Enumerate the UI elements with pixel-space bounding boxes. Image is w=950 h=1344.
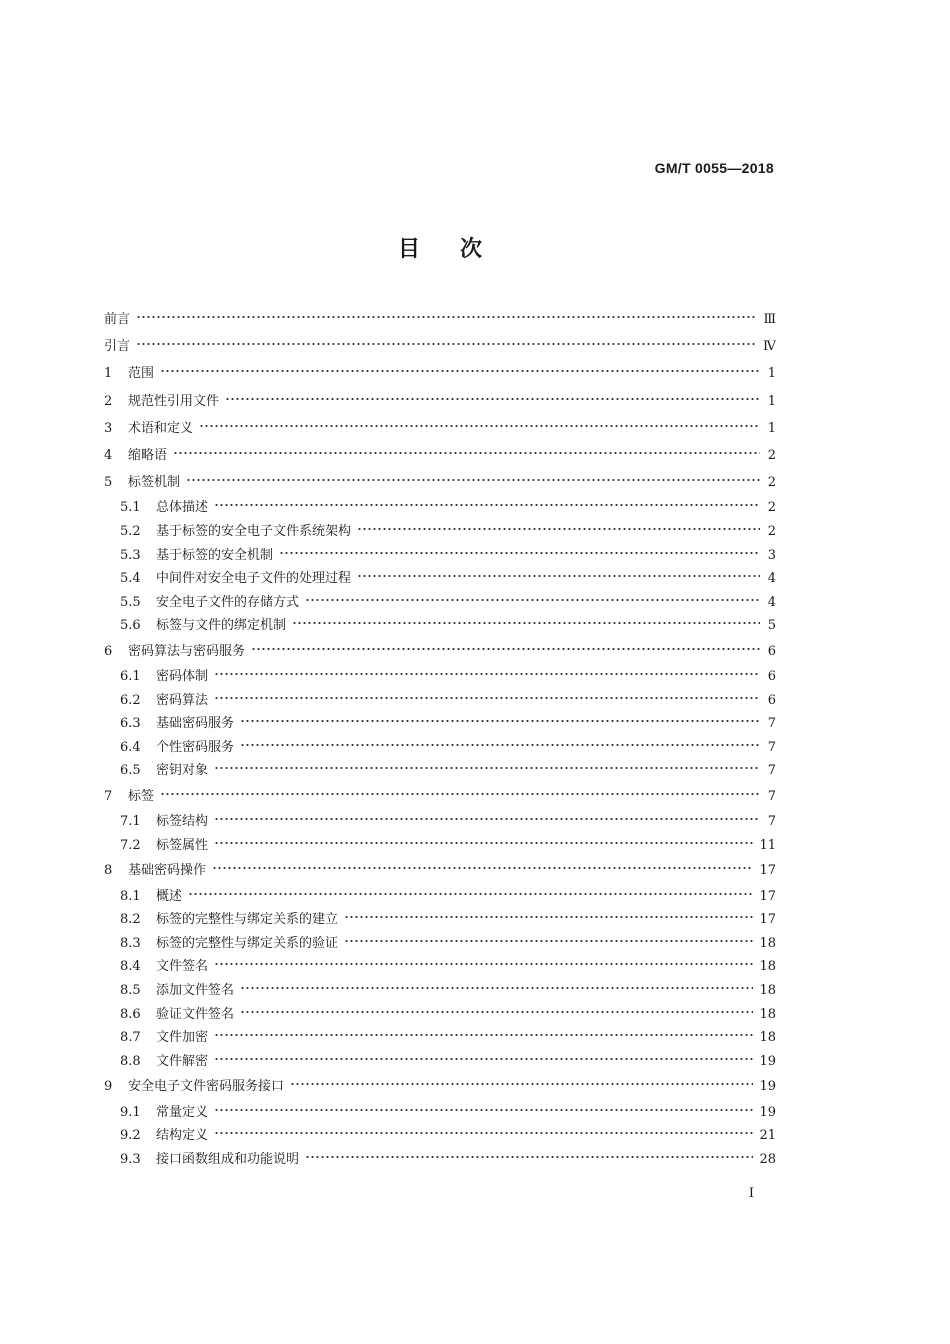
toc-leader-dots <box>225 396 760 402</box>
toc-entry-page: 4 <box>767 594 776 610</box>
toc-entry-label: 验证文件签名 <box>156 1006 235 1022</box>
toc-entry-label: 基础密码操作 <box>128 863 207 879</box>
toc-entry[interactable] <box>104 1003 776 1027</box>
toc-leader-dots <box>279 550 760 556</box>
toc-leader-dots <box>240 718 760 724</box>
toc-leader-dots <box>214 502 760 508</box>
toc-entry-number: 3 <box>104 420 113 436</box>
toc-entry[interactable] <box>104 810 776 834</box>
toc-entry-number: 8.2 <box>120 912 141 928</box>
toc-entry-label: 文件加密 <box>156 1030 209 1046</box>
toc-leader-dots <box>357 526 760 532</box>
toc-entry-page: 18 <box>759 982 776 998</box>
toc-entry-number: 8.3 <box>120 935 141 951</box>
toc-entry-label: 标签机制 <box>128 475 181 491</box>
toc-entry-label: 标签与文件的绑定机制 <box>156 618 287 634</box>
toc-entry-number: 6 <box>104 643 113 659</box>
toc-entry[interactable] <box>104 306 776 333</box>
toc-entry-label: 标签的完整性与绑定关系的验证 <box>156 935 339 951</box>
toc-leader-dots <box>188 891 753 897</box>
toc-entry-number: 4 <box>104 447 113 463</box>
toc-entry[interactable] <box>104 955 776 979</box>
toc-entry-page: 18 <box>759 1006 776 1022</box>
toc-entry-number: 7 <box>104 789 113 805</box>
standard-id: GM/T 0055—2018 <box>654 160 774 176</box>
toc-entry-page: 19 <box>759 1079 776 1095</box>
toc-entry[interactable] <box>104 783 776 810</box>
toc-leader-dots <box>160 368 760 374</box>
toc-entry[interactable] <box>104 496 776 520</box>
toc-leader-dots <box>214 695 760 701</box>
toc-entry-label: 文件解密 <box>156 1053 209 1069</box>
toc-entry-number: 1 <box>104 366 113 382</box>
table-of-contents <box>104 306 776 1171</box>
toc-entry[interactable] <box>104 333 776 360</box>
toc-entry-label: 引言 <box>104 339 131 355</box>
toc-entry-page: 1 <box>767 420 776 436</box>
toc-entry-page: 28 <box>759 1151 776 1167</box>
toc-entry[interactable] <box>104 1124 776 1148</box>
toc-entry-page: 18 <box>759 935 776 951</box>
toc-entry-number: 9.2 <box>120 1128 141 1144</box>
toc-entry-label: 基础密码服务 <box>156 716 235 732</box>
toc-entry-page: 18 <box>759 1030 776 1046</box>
toc-leader-dots <box>214 961 753 967</box>
toc-entry-page: 17 <box>759 863 776 879</box>
toc-entry-number: 5.3 <box>120 547 141 563</box>
toc-entry-page: 7 <box>767 789 776 805</box>
toc-entry-label: 标签属性 <box>156 837 209 853</box>
toc-entry[interactable] <box>104 665 776 689</box>
toc-entry-page: 11 <box>759 837 776 853</box>
toc-entry[interactable] <box>104 415 776 442</box>
toc-entry-label: 安全电子文件的存储方式 <box>156 594 300 610</box>
toc-leader-dots <box>357 573 760 579</box>
toc-entry-number: 9.1 <box>120 1104 141 1120</box>
toc-entry-page: 19 <box>759 1053 776 1069</box>
toc-entry-page: 1 <box>767 393 776 409</box>
toc-entry-label: 安全电子文件密码服务接口 <box>128 1079 285 1095</box>
toc-leader-dots <box>251 646 760 652</box>
toc-leader-dots <box>160 791 760 797</box>
toc-entry-page: 21 <box>759 1128 776 1144</box>
toc-entry[interactable] <box>104 1026 776 1050</box>
toc-leader-dots <box>240 1009 753 1015</box>
toc-entry-number: 5.6 <box>120 618 141 634</box>
toc-entry-label: 个性密码服务 <box>156 739 235 755</box>
toc-entry-number: 8.6 <box>120 1006 141 1022</box>
toc-entry-page: 7 <box>767 763 776 779</box>
toc-entry-page: 17 <box>759 912 776 928</box>
toc-entry[interactable] <box>104 932 776 956</box>
toc-entry-page: 17 <box>759 888 776 904</box>
toc-entry-label: 概述 <box>156 888 183 904</box>
toc-entry-label: 密码算法 <box>156 692 209 708</box>
toc-entry-page: 19 <box>759 1104 776 1120</box>
toc-leader-dots <box>214 1056 753 1062</box>
toc-entry[interactable] <box>104 469 776 496</box>
toc-entry-page: 3 <box>767 547 776 563</box>
toc-leader-dots <box>305 597 760 603</box>
toc-leader-dots <box>186 477 760 483</box>
toc-entry-label: 标签的完整性与绑定关系的建立 <box>156 912 339 928</box>
toc-entry[interactable] <box>104 712 776 736</box>
toc-entry-page: 7 <box>767 739 776 755</box>
toc-entry[interactable] <box>104 567 776 591</box>
toc-entry[interactable] <box>104 388 776 415</box>
toc-leader-dots <box>214 816 760 822</box>
toc-entry-label: 标签 <box>128 789 155 805</box>
toc-entry[interactable] <box>104 736 776 760</box>
toc-entry[interactable] <box>104 1050 776 1074</box>
toc-leader-dots <box>214 1130 753 1136</box>
toc-entry-page: Ⅲ <box>763 312 776 327</box>
toc-entry-page: 2 <box>767 475 776 491</box>
toc-entry[interactable] <box>104 979 776 1003</box>
toc-leader-dots <box>214 840 753 846</box>
toc-leader-dots <box>292 620 760 626</box>
toc-entry-page: 2 <box>767 523 776 539</box>
toc-entry-label: 结构定义 <box>156 1128 209 1144</box>
toc-entry[interactable] <box>104 689 776 713</box>
toc-entry-label: 添加文件签名 <box>156 982 235 998</box>
toc-leader-dots <box>240 742 760 748</box>
toc-entry-label: 密码算法与密码服务 <box>128 643 246 659</box>
toc-entry-number: 6.2 <box>120 692 141 708</box>
toc-leader-dots <box>173 450 760 456</box>
toc-entry[interactable] <box>104 544 776 568</box>
toc-leader-dots <box>214 1107 753 1113</box>
toc-leader-dots <box>290 1081 753 1087</box>
toc-entry[interactable] <box>104 614 776 638</box>
toc-entry-number: 8.4 <box>120 959 141 975</box>
toc-entry-page: 6 <box>767 692 776 708</box>
toc-entry[interactable] <box>104 1148 776 1172</box>
toc-entry-label: 密钥对象 <box>156 763 209 779</box>
toc-entry-number: 8 <box>104 863 113 879</box>
toc-entry-label: 规范性引用文件 <box>128 393 220 409</box>
toc-leader-dots <box>136 341 757 347</box>
title-char-2: 次 <box>460 237 483 262</box>
toc-entry[interactable] <box>104 591 776 615</box>
toc-leader-dots <box>214 765 760 771</box>
toc-entry-label: 文件签名 <box>156 959 209 975</box>
toc-entry-number: 5 <box>104 475 113 491</box>
toc-entry[interactable] <box>104 1073 776 1100</box>
toc-entry-label: 基于标签的安全机制 <box>156 547 274 563</box>
toc-leader-dots <box>214 671 760 677</box>
toc-entry-number: 5.1 <box>120 500 141 516</box>
toc-entry-page: 7 <box>767 814 776 830</box>
toc-entry-number: 9.3 <box>120 1151 141 1167</box>
toc-entry-page: 18 <box>759 959 776 975</box>
toc-entry-label: 常量定义 <box>156 1104 209 1120</box>
toc-entry-page: 5 <box>767 618 776 634</box>
toc-entry-page: 6 <box>767 669 776 685</box>
toc-leader-dots <box>305 1154 753 1160</box>
title-char-1: 目 <box>397 237 420 262</box>
toc-leader-dots <box>214 1032 753 1038</box>
toc-entry-page: 4 <box>767 571 776 587</box>
toc-entry-number: 6.4 <box>120 739 141 755</box>
toc-entry[interactable] <box>104 908 776 932</box>
toc-entry[interactable] <box>104 360 776 387</box>
page-number: I <box>748 1186 754 1201</box>
toc-leader-dots <box>199 423 760 429</box>
toc-entry-number: 8.5 <box>120 982 141 998</box>
toc-entry-number: 6.3 <box>120 716 141 732</box>
toc-entry-number: 7.2 <box>120 837 141 853</box>
toc-leader-dots <box>240 985 753 991</box>
toc-entry[interactable] <box>104 857 776 884</box>
toc-entry[interactable] <box>104 1101 776 1125</box>
toc-entry-number: 6.1 <box>120 669 141 685</box>
toc-entry-number: 8.7 <box>120 1030 141 1046</box>
toc-entry-label: 前言 <box>104 312 131 327</box>
toc-entry-number: 7.1 <box>120 814 141 830</box>
toc-entry-number: 6.5 <box>120 763 141 779</box>
toc-entry-label: 接口函数组成和功能说明 <box>156 1151 300 1167</box>
toc-entry[interactable] <box>104 759 776 783</box>
toc-entry-page: Ⅳ <box>763 339 776 355</box>
toc-entry-number: 5.2 <box>120 523 141 539</box>
page-title <box>0 232 880 263</box>
toc-entry-label: 范围 <box>128 366 155 382</box>
toc-leader-dots <box>344 914 753 920</box>
toc-entry-page: 6 <box>767 643 776 659</box>
toc-entry-label: 基于标签的安全电子文件系统架构 <box>156 523 352 539</box>
toc-entry-number: 8.8 <box>120 1053 141 1069</box>
toc-entry-number: 8.1 <box>120 888 141 904</box>
toc-entry[interactable] <box>104 885 776 909</box>
toc-entry-page: 1 <box>767 366 776 382</box>
toc-entry-page: 7 <box>767 716 776 732</box>
toc-entry-label: 中间件对安全电子文件的处理过程 <box>156 571 352 587</box>
toc-entry-number: 9 <box>104 1079 113 1095</box>
toc-entry[interactable] <box>104 638 776 665</box>
toc-entry[interactable] <box>104 520 776 544</box>
toc-entry-number: 2 <box>104 393 113 409</box>
toc-leader-dots <box>212 865 753 871</box>
toc-entry-number: 5.4 <box>120 571 141 587</box>
toc-leader-dots <box>344 938 753 944</box>
toc-entry-label: 总体描述 <box>156 500 209 516</box>
toc-entry[interactable] <box>104 442 776 469</box>
toc-entry-label: 密码体制 <box>156 669 209 685</box>
toc-entry[interactable] <box>104 834 776 858</box>
toc-leader-dots <box>136 314 757 320</box>
toc-entry-label: 缩略语 <box>128 447 168 463</box>
toc-entry-label: 术语和定义 <box>128 420 194 436</box>
toc-entry-label: 标签结构 <box>156 814 209 830</box>
toc-entry-page: 2 <box>767 500 776 516</box>
toc-entry-page: 2 <box>767 447 776 463</box>
toc-entry-number: 5.5 <box>120 594 141 610</box>
